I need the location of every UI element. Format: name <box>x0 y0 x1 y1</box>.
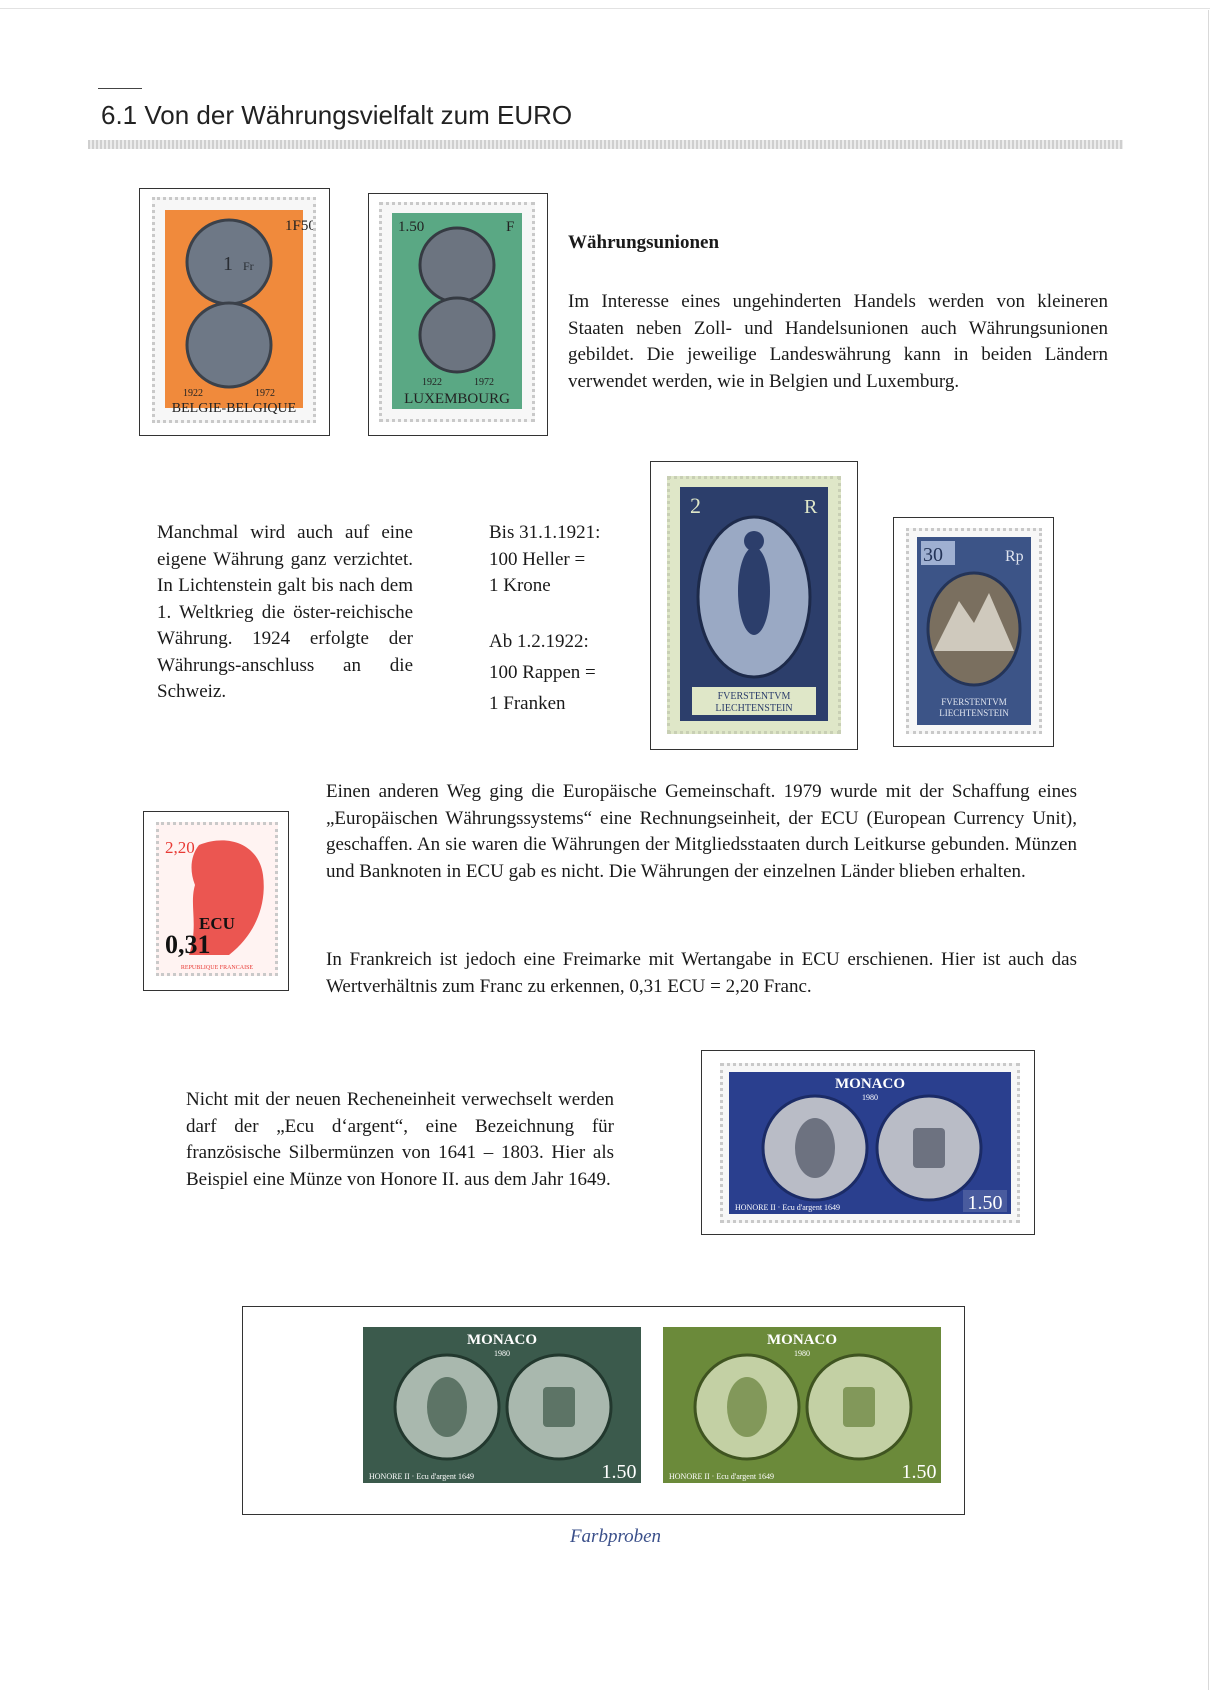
stamp-belgium-year-right: 1972 <box>255 388 275 399</box>
page-title: 6.1 Von der Währungsvielfalt zum EURO <box>101 100 573 130</box>
stamp-luxembourg-year-right: 1972 <box>474 377 494 388</box>
stamp-luxembourg-art <box>382 205 532 419</box>
stamp-belgium-art <box>155 200 313 420</box>
rate-1921-line1: Bis 31.1.1921: <box>489 522 601 543</box>
stamp-france-ecu <box>156 822 278 976</box>
coin-lower <box>420 298 494 372</box>
stamp-liechtenstein-mountain <box>906 528 1042 734</box>
stamp-france-ecu-label: ECU <box>199 914 235 933</box>
liechtenstein-text: Manchmal wird auch auf eine eigene Währung ganz verzichtet. In Lichtenstein galt bis nach dem 1. Weltkrieg die öster-reichische Währung. 1924 erfolgte der Währungs-anschluss an die Schweiz. <box>157 522 413 702</box>
title-rule <box>98 88 142 89</box>
stamp-france-value: 2,20 <box>165 838 195 857</box>
stamp-liechtenstein-madonna <box>667 476 841 734</box>
stamp-monaco-blue-value: 1.50 <box>967 1192 1003 1214</box>
stamp-france-ecu-art <box>159 825 275 973</box>
stamp-monaco-blue <box>720 1063 1020 1223</box>
ecu-argent-text: Nicht mit der neuen Recheneinheit verwechselt werden darf der „Ecu d‘argent“, eine Bezeichnung für französische Silbermünzen von 1641 – 1803. Hier als Beispiel eine Münze von Honore II. aus dem Jahr 1649. <box>186 1089 614 1190</box>
stamp-mountain-value: 30 <box>923 544 943 566</box>
ecu-text-paragraph-2: In Frankreich ist jedoch eine Freimarke mit Wertangabe in ECU erschienen. Hier ist auch das Wertverhältnis zum Franc zu erkennen, 0,31 ECU = 2,20 Franc. <box>326 949 1077 997</box>
stamp-liechtenstein-madonna-art <box>670 479 838 731</box>
stamp-frame-belgium <box>139 188 330 436</box>
stamp-monaco-blue-country: MONACO <box>835 1076 905 1092</box>
stamp-belgium <box>152 197 316 423</box>
stamp-luxembourg <box>379 202 535 422</box>
rate-1921-line3: 1 Krone <box>489 575 551 596</box>
stamp-monaco-blue-year: 1980 <box>862 1093 878 1102</box>
stamp-luxembourg-country: LUXEMBOURG <box>404 391 510 407</box>
stamp-monaco-proof-olive <box>663 1327 941 1483</box>
stamp-luxembourg-unit: F <box>506 219 515 235</box>
stamp-luxembourg-year-left: 1922 <box>422 377 442 388</box>
coin-portrait <box>795 1118 835 1178</box>
exchange-rate-1921 <box>489 520 629 600</box>
exchange-rate-1922 <box>489 626 629 719</box>
proof-dark-inscription: HONORE II · Ecu d'argent 1649 <box>369 1472 475 1481</box>
proof-olive-year: 1980 <box>794 1349 810 1358</box>
stamp-belgium-value: 1F50 <box>285 218 313 234</box>
stamp-mountain-unit: Rp <box>1005 548 1024 565</box>
section-heading-currency-unions: Währungsunionen <box>568 232 720 253</box>
coin-value: 1 <box>223 253 233 275</box>
coin-upper <box>420 228 494 302</box>
stamp-france-ecu-value: 0,31 <box>165 930 211 959</box>
colour-proofs-frame <box>242 1306 965 1515</box>
colour-proofs-caption: Farbproben <box>569 1526 662 1547</box>
proof-dark-portrait <box>427 1377 467 1437</box>
stamp-belgium-year-left: 1922 <box>183 388 203 399</box>
proof-olive-portrait <box>727 1377 767 1437</box>
page-top-edge <box>0 8 1210 9</box>
stamp-mountain-country-line1: FVERSTENTVM <box>941 697 1007 707</box>
proof-dark-year: 1980 <box>494 1349 510 1358</box>
madonna-head <box>744 531 764 551</box>
stamp-frame-france-ecu <box>143 811 289 991</box>
rate-1922-line1: Ab 1.2.1922: <box>489 631 589 652</box>
page-right-edge <box>1208 10 1209 1690</box>
stamp-monaco-blue-art <box>723 1066 1017 1220</box>
coin-lower <box>187 303 271 387</box>
coin-letter: Fr <box>243 259 254 273</box>
stamp-frame-luxembourg <box>368 193 548 436</box>
madonna-figure <box>738 547 770 635</box>
title-band <box>88 140 1123 149</box>
rate-1921-line2: 100 Heller = <box>489 548 586 570</box>
proof-dark-country: MONACO <box>467 1332 537 1348</box>
ecu-text-paragraph-1: Einen anderen Weg ging die Europäische Gemeinschaft. 1979 wurde mit der Schaffung eines „Europäischen Währungssystems“ eine Rechnungseinheit, der ECU (European Currency Unit), geschaffen. An sie waren die Währungen der Mitgliedsstaaten durch Leitkurse gebunden. Münzen und Banknoten in ECU gab es nicht. Die Währungen der einzelnen Länder blieben erhalten. <box>326 781 1077 882</box>
stamp-mountain-country-line2: LIECHTENSTEIN <box>939 708 1009 718</box>
coin-arms <box>913 1128 945 1168</box>
stamp-monaco-blue-inscription: HONORE II · Ecu d'argent 1649 <box>735 1203 841 1212</box>
proof-olive-inscription: HONORE II · Ecu d'argent 1649 <box>669 1472 775 1481</box>
proof-olive-arms <box>843 1387 875 1427</box>
stamp-belgium-country: BELGIE-BELGIQUE <box>171 401 297 416</box>
stamp-frame-liechtenstein-mountain <box>893 517 1054 747</box>
proof-dark-arms <box>543 1387 575 1427</box>
currency-unions-text: Im Interesse eines ungehinderten Handels werden von kleineren Staaten neben Zoll- und Handelsunionen auch Währungsunionen gebildet. Die jeweilige Landeswährung kann in beiden Ländern verwendet werden, wie in Belgien und Luxemburg. <box>568 291 1108 392</box>
stamp-frame-monaco <box>701 1050 1035 1235</box>
proof-dark-value: 1.50 <box>601 1461 637 1483</box>
stamp-luxembourg-value: 1.50 <box>398 219 425 235</box>
stamp-madonna-country-line2: LIECHTENSTEIN <box>715 703 793 714</box>
stamp-madonna-value: 2 <box>690 493 701 518</box>
proof-olive-value: 1.50 <box>901 1461 937 1483</box>
colour-proofs-art <box>243 1307 963 1513</box>
stamp-frame-liechtenstein-madonna <box>650 461 858 750</box>
stamp-madonna-unit: R <box>804 496 818 518</box>
stamp-france-country: REPUBLIQUE FRANCAISE <box>180 965 254 971</box>
rate-1922-line2: 100 Rappen = <box>489 662 596 683</box>
stamp-madonna-country-line1: FVERSTENTVM <box>717 691 791 702</box>
stamp-liechtenstein-mountain-art <box>909 531 1039 731</box>
proof-olive-country: MONACO <box>767 1332 837 1348</box>
stamp-monaco-proof-dark <box>363 1327 641 1483</box>
rate-1922-line3: 1 Franken <box>489 693 566 714</box>
